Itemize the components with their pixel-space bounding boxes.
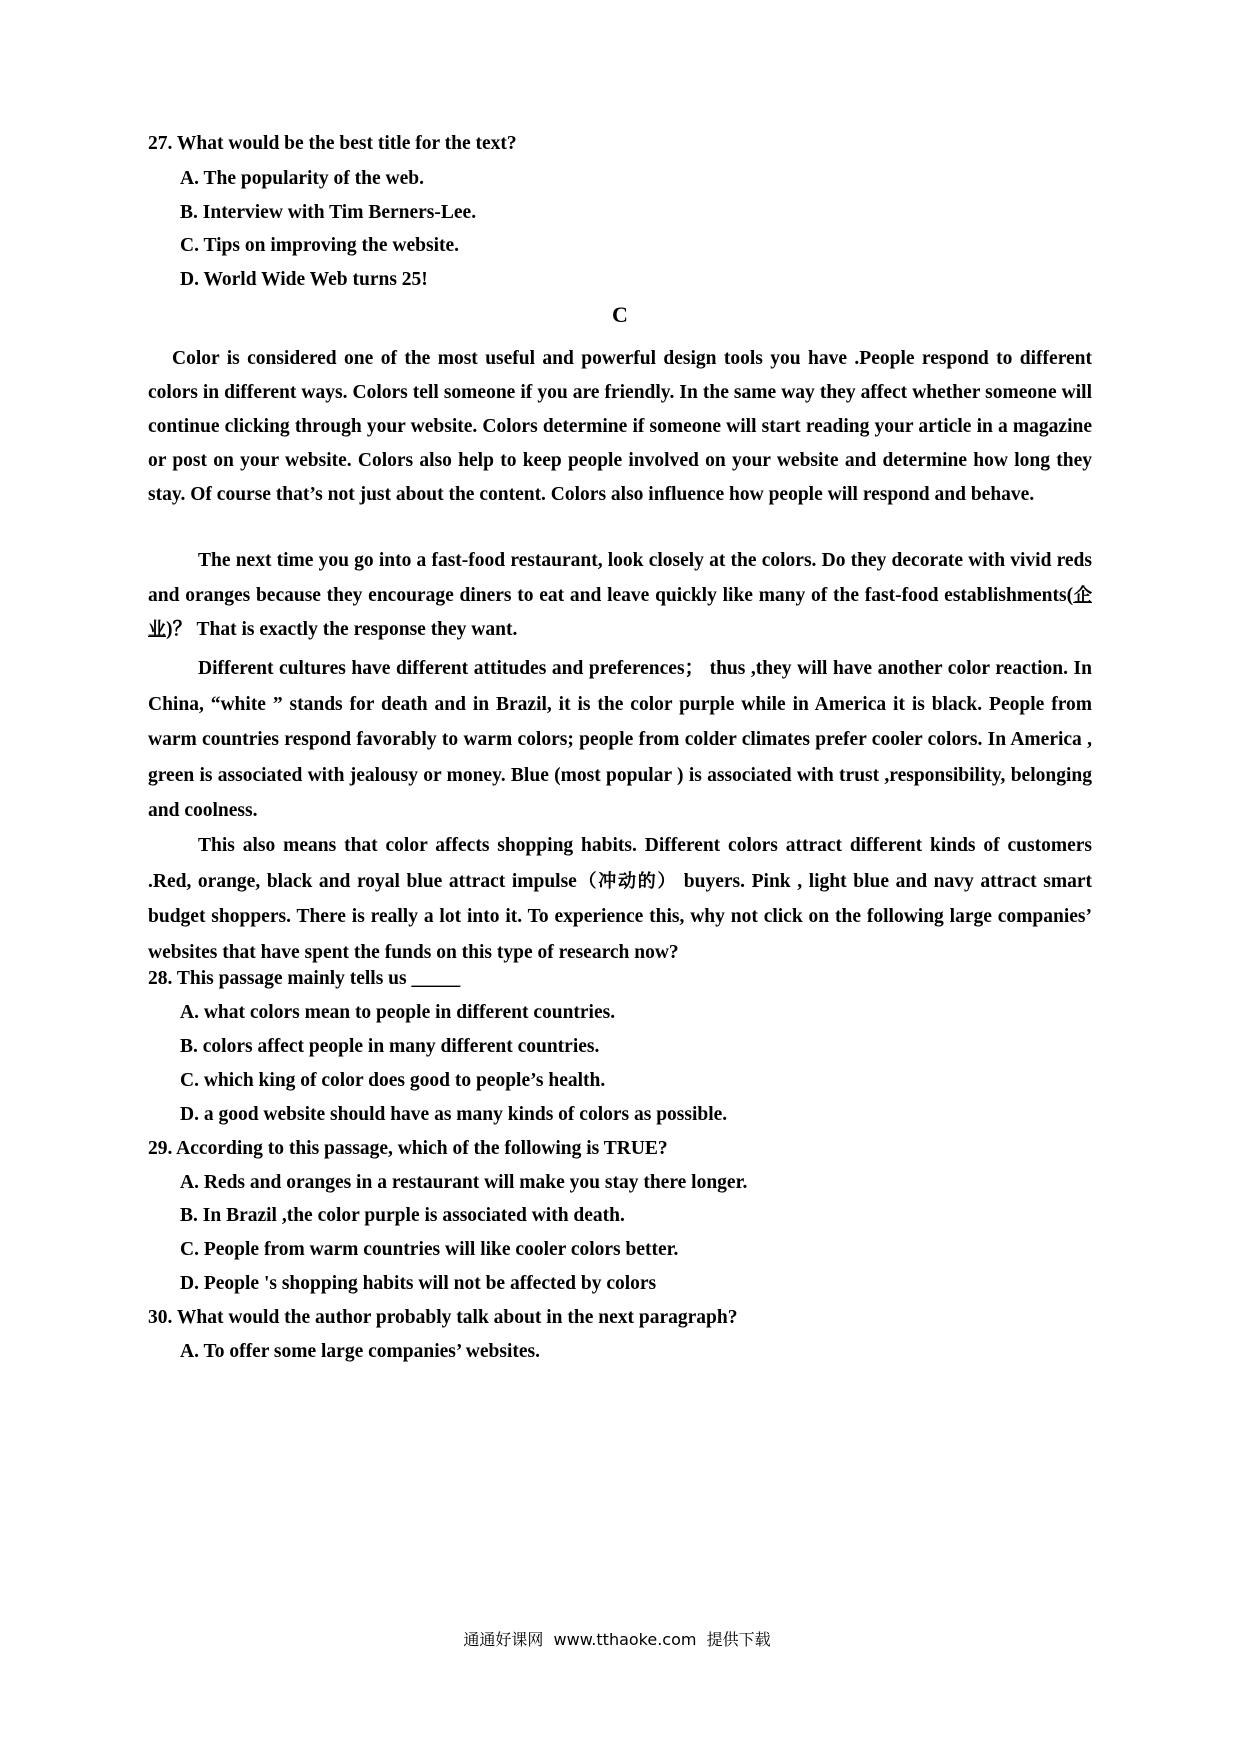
passage-paragraph-2-text-b: )？ That is exactly the response they want. (166, 619, 518, 640)
section-c-heading: C (612, 302, 628, 327)
question-30-option-a: A. To offer some large companies’ websites. (180, 1341, 540, 1362)
passage-paragraph-2-text-a: The next time you go into a fast-food restaurant, look closely at the colors. Do they decorate with vivid reds and oranges because they encourage diners to eat and leave quickly like many of the fast-food establishments( (148, 550, 1092, 606)
question-28-option-d: D. a good website should have as many kinds of colors as possible. (180, 1104, 728, 1125)
question-29-option-d: D. People 's shopping habits will not be affected by colors (180, 1273, 657, 1294)
passage-paragraph-4-gloss: （冲动的） (576, 870, 678, 892)
question-29-option-a: A. Reds and oranges in a restaurant will make you stay there longer. (180, 1172, 748, 1193)
question-27-option-b: B. Interview with Tim Berners-Lee. (180, 202, 477, 223)
question-28-option-b: B. colors affect people in many different countries. (180, 1036, 600, 1057)
question-29-stem: 29. According to this passage, which of the following is TRUE? (148, 1138, 668, 1159)
passage-paragraph-4 (148, 828, 1092, 970)
passage-paragraph-2 (148, 544, 1092, 648)
question-27-stem: 27. What would be the best title for the text? (148, 133, 517, 154)
passage-paragraph-4-text-b: buyers. Pink , light blue and navy attract smart budget shoppers. There is really a lot into it. To experience this, why not click on the following large companies’ websites that have spent the funds on this type of research now? (148, 870, 1092, 963)
question-27-option-a: A. The popularity of the web. (180, 168, 424, 189)
question-29-option-b: B. In Brazil ,the color purple is associated with death. (180, 1205, 625, 1226)
question-27-option-d: D. World Wide Web turns 25! (180, 269, 428, 290)
question-28-stem: 28. This passage mainly tells us _____ (148, 968, 461, 989)
passage-paragraph-4-text-a: This also means that color affects shopping habits. Different colors attract different kinds of customers .Red, orange, black and royal blue attract impulse (148, 835, 1092, 892)
passage-paragraph-1: Color is considered one of the most useful and powerful design tools you have .People respond to different colors in different ways. Colors tell someone if you are friendly. In the same way they affect whether someone will continue clicking through your website. Colors determine if someone will start reading your article in a magazine or post on your website. Colors also help to keep people involved on your website and determine how long they stay. Of course that’s not just about the content. Colors also influence how people will respond and behave. (148, 348, 1092, 505)
page-footer: 通通好课网 www.tthaoke.com 提供下载 (463, 1630, 771, 1649)
question-29-option-c: C. People from warm countries will like cooler colors better. (180, 1239, 679, 1260)
question-30-stem: 30. What would the author probably talk about in the next paragraph? (148, 1307, 738, 1328)
passage-paragraph-2-gloss: 企业 (148, 584, 1092, 640)
question-28-option-c: C. which king of color does good to people’s health. (180, 1070, 606, 1091)
question-27-option-c: C. Tips on improving the website. (180, 235, 460, 256)
passage-paragraph-3: Different cultures have different attitudes and preferences； thus ,they will have another color reaction. In China, “white ” stands for death and in Brazil, it is the color purple while in America it is black. People from warm countries respond favorably to warm colors; people from colder climates prefer cooler colors. In America , green is associated with jealousy or money. Blue (most popular ) is associated with trust ,responsibility, belonging and coolness. (148, 658, 1092, 821)
question-28-option-a: A. what colors mean to people in different countries. (180, 1002, 616, 1023)
